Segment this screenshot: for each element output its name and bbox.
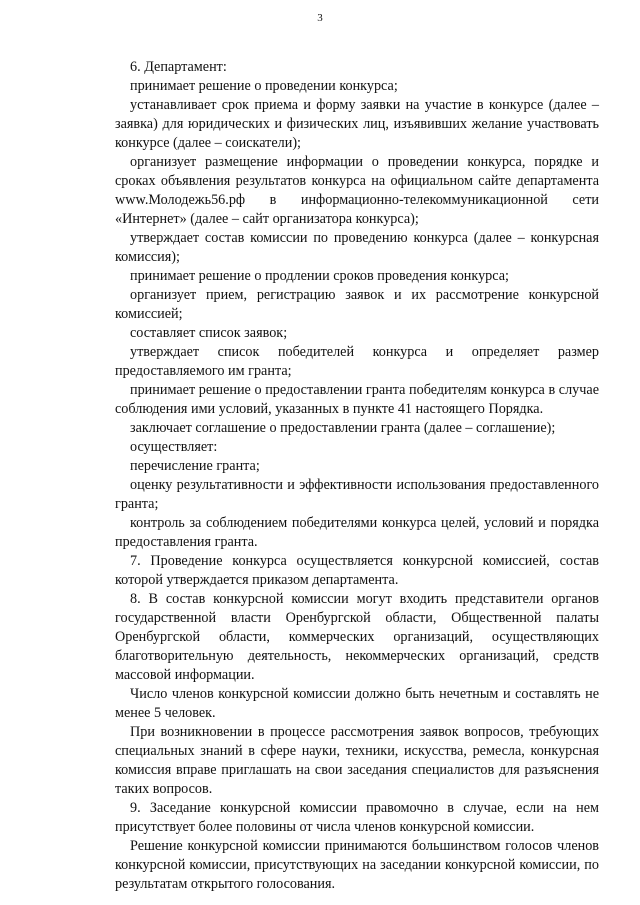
paragraph-section-6: 6. Департамент:: [130, 59, 227, 75]
paragraph: устанавливает срок приема и форму заявки на участие в конкурсе (далее – заявка) для юридических и физических лиц, изъявивших желание участвовать конкурсе (далее – соискатели);: [115, 97, 599, 151]
paragraph: утверждает список победителей конкурса и определяет размер предоставляемого им гранта;: [115, 344, 599, 379]
paragraph: организует прием, регистрацию заявок и их рассмотрение конкурсной комиссией;: [115, 287, 599, 322]
paragraph: осуществляет:: [130, 439, 218, 455]
paragraph: перечисление гранта;: [130, 458, 260, 474]
paragraph: заключает соглашение о предоставлении гранта (далее – соглашение);: [130, 420, 556, 436]
paragraph: оценку результативности и эффективности использования предоставленного гранта;: [115, 477, 599, 512]
paragraph: организует размещение информации о проведении конкурса, порядке и сроках объявления результатов конкурса на официальном сайте департамента www.Молодежь56.рф в информационно-телекоммуникационной сети «Интернет» (далее – сайт организатора конкурса);: [115, 154, 599, 227]
paragraph: принимает решение о продлении сроков проведения конкурса;: [130, 268, 509, 284]
page-number: 3: [317, 12, 323, 24]
paragraph: Решение конкурсной комиссии принимаются большинством голосов членов конкурсной комиссии, присутствующих на заседании конкурсной комиссии, по результатам открытого голосования.: [115, 838, 599, 892]
paragraph: принимает решение о проведении конкурса;: [130, 78, 398, 94]
paragraph: утверждает состав комиссии по проведению конкурса (далее – конкурсная комиссия);: [115, 230, 599, 265]
paragraph: составляет список заявок;: [130, 325, 288, 341]
paragraph-section-8: 8. В состав конкурсной комиссии могут входить представители органов государственной власти Оренбургской области, Общественной палаты Оренбургской области, коммерческих организаций, осуществляющих благотворительную деятельность, некоммерческих организаций, средств массовой информации.: [115, 591, 599, 683]
paragraph: Число членов конкурсной комиссии должно быть нечетным и составлять не менее 5 человек.: [115, 686, 599, 721]
paragraph: При возникновении в процессе рассмотрения заявок вопросов, требующих специальных знаний в сфере науки, техники, искусства, ремесла, конкурсная комиссия вправе приглашать на свои заседания специалистов для разъяснения таких вопросов.: [115, 724, 599, 797]
paragraph: контроль за соблюдением победителями конкурса целей, условий и порядка предоставления гранта.: [115, 515, 599, 550]
paragraph-section-7: 7. Проведение конкурса осуществляется конкурсной комиссией, состав которой утверждается приказом департамента.: [115, 553, 599, 588]
document-body: [115, 58, 599, 894]
paragraph: принимает решение о предоставлении гранта победителям конкурса в случае соблюдения ими условий, указанных в пункте 41 настоящего Порядка.: [115, 382, 599, 417]
paragraph-section-9: 9. Заседание конкурсной комиссии правомочно в случае, если на нем присутствует более половины от числа членов конкурсной комиссии.: [115, 800, 599, 835]
